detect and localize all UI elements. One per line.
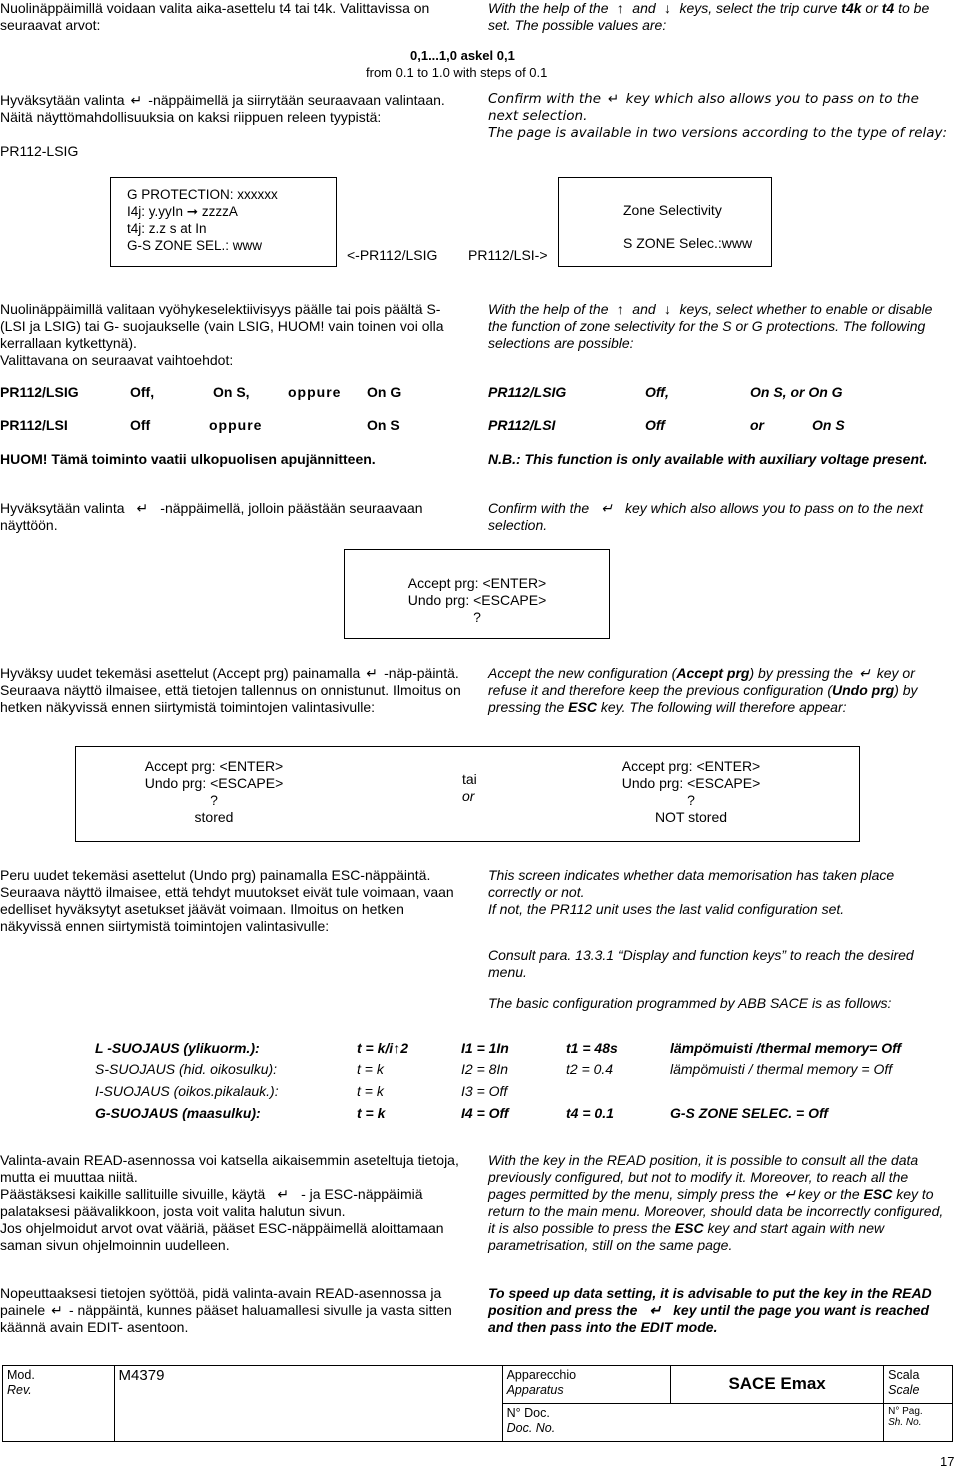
page-number: 17 xyxy=(940,1454,955,1469)
enter-key-icon: ↵ xyxy=(366,665,379,681)
zone-en-text: With the help of the ↑ and ↓ keys, select whether to enable or disable the function of zone selectivity for the S or G protections. The following selections are possible: xyxy=(488,301,933,351)
arrow-right-icon: ➞ xyxy=(186,204,199,219)
zone-confirm-fi: Hyväksytään valinta ↵ -näppäimellä, jolloin päästään seuraavaan näyttöön. xyxy=(0,500,423,533)
accept-fi-text: Hyväksy uudet tekemäsi asettelut (Accept prg) painamalla ↵ -näp-päintä. Seuraava näyttö ilmaisee, että tietojen tallennus on onnistunut. Ilmoitus on hetken näkyvissä ennen siirtymistä toimintojen valintasivulle: xyxy=(0,665,461,715)
note-en: N.B.: This function is only available with auxiliary voltage present. xyxy=(488,451,928,467)
nav-prev-page[interactable]: <-PR112/LSIG xyxy=(347,247,438,263)
undo-fi-text: Peru uudet tekemäsi asettelut (Undo prg) painamalla ESC-näppäintä. Seuraava näyttö ilmaisee, että tehdyt muutokset eivät tule voimaan, vaan edelliset hyväksytyt asetukset jäävät voimaan. Ilmoitus on hetken näkyvissä ennen siirtymistä toimintojen valintasivulle: xyxy=(0,867,454,934)
arrow-down-icon: ↓ xyxy=(664,0,672,16)
speed-en-text: To speed up data setting, it is advisable to put the key in the READ position and press the ↵ key until the page you want is reached and then pass into the EDIT mode. xyxy=(488,1285,932,1335)
read-fi-text: Valinta-avain READ-asennossa voi katsella aikaisemmin aseteltuja tietoja, mutta ei muuttaa niitä. Päästäksesi kaikille sallituille sivuille, käytä ↵ - ja ESC-näppäimiä palataksesi päävalikkoon, josta voit valita halutun sivun. Jos ohjelmoidut arvot ovat vääriä, pääset ESC-näppäimellä aloittamaan saman sivun ohjelmoinnin uudelleen. xyxy=(0,1152,459,1253)
enter-key-icon: ↵ xyxy=(858,665,871,681)
intro-en-text: With the help of the ↑ and ↓ keys, select the trip curve t4k or t4 to be set. The possible values are: xyxy=(488,0,930,33)
display-line: Accept prg: <ENTER> xyxy=(144,758,284,774)
display-line: Undo prg: <ESCAPE> xyxy=(144,775,284,791)
display-line: Undo prg: <ESCAPE> xyxy=(621,775,761,791)
enter-key-icon: ↵ xyxy=(51,1302,63,1318)
arrow-up-icon: ↑ xyxy=(616,0,624,16)
or-label: tai or xyxy=(462,771,477,804)
config-row: L -SUOJAUS (ylikuorm.): t = k/i↑2 I1 = 1In t1 = 48s lämpömuisti /thermal memory= Off xyxy=(95,1040,902,1056)
product-name: SACE Emax xyxy=(671,1366,884,1404)
stored-display xyxy=(76,758,352,826)
enter-key-icon: ↵ xyxy=(130,92,143,108)
display-line: t4j: z.z s at In xyxy=(127,221,207,236)
relay-type-label: PR112-LSIG xyxy=(0,143,79,159)
enter-key-icon: ↵ xyxy=(136,500,149,516)
display-line: G PROTECTION: xxxxxx xyxy=(127,187,278,202)
undo-en-text: This screen indicates whether data memorisation has taken place correctly or not. If not, the PR112 unit uses the last valid configuration set. Consult para. 13.3.1 “Display and function keys” to reach the desired menu. The basic configuration programmed by ABB SACE is as follows: xyxy=(488,867,914,1011)
display-line: Undo prg: <ESCAPE> xyxy=(407,592,547,608)
accept-display xyxy=(344,549,610,639)
display-lsig xyxy=(110,177,337,267)
display-line: S ZONE Selec.:www xyxy=(623,235,753,251)
enter-key-icon: ↵ xyxy=(784,1186,797,1202)
display-line: Accept prg: <ENTER> xyxy=(621,758,761,774)
nav-next-page[interactable]: PR112/LSI-> xyxy=(468,247,548,263)
config-row: S-SUOJAUS (hid. oikosulku): t = k I2 = 8In t2 = 0.4 lämpömuisti / thermal memory = Off xyxy=(95,1061,893,1077)
display-line: stored xyxy=(194,809,234,825)
display-line: ? xyxy=(473,609,481,625)
confirm-fi-text: Hyväksytään valinta ↵ -näppäimellä ja siirrytään seuraavaan valintaan. Näitä näyttömahdollisuuksia on kaksi riippuen releen tyypistä: xyxy=(0,92,445,125)
doc-code: M4379 xyxy=(114,1366,502,1442)
display-lsi xyxy=(558,177,772,267)
enter-key-icon: ↵ xyxy=(607,91,619,107)
arrow-up-icon: ↑ xyxy=(616,301,624,317)
display-line: I4j: y.yyIn ➞ zzzzA xyxy=(127,204,238,219)
esc-key-label: ESC xyxy=(674,1220,704,1236)
display-line: Zone Selectivity xyxy=(623,202,722,218)
accept-en-text: Accept the new configuration (Accept prg) by pressing the ↵ key or refuse it and therefore keep the previous configuration (Undo prg) by pressing the ESC key. The following will therefore appear: xyxy=(488,665,918,715)
config-row: I-SUOJAUS (oikos.pikalauk.): t = k I3 = Off xyxy=(95,1083,508,1099)
not-stored-display xyxy=(566,758,816,826)
display-line: ? xyxy=(210,792,218,808)
scale-cell: Scala Scale xyxy=(884,1366,953,1404)
enter-key-icon: ↵ xyxy=(277,1186,290,1202)
note-fi: HUOM! Tämä toiminto vaatii ulkopuolisen apujännitteen. xyxy=(0,451,376,467)
arrow-down-icon: ↓ xyxy=(664,301,672,317)
intro-fi-text: Nuolinäppäimillä voidaan valita aika-asettelu t4 tai t4k. Valittavissa on seuraavat arvot: xyxy=(0,0,430,33)
arrow-up-icon: ↑ xyxy=(393,1040,401,1056)
display-line: G-S ZONE SEL.: www xyxy=(127,238,263,253)
read-en-text: With the key in the READ position, it is possible to consult all the data previously configured, but not to modify it. Moreover, to reach all the pages permitted by the menu, simply press the ↵ key or the ESC key to return to the main menu. Moreover, should data be incorrectly configured, it is also possible to press the ESC key and start again with new parametrisation, still on the same page. xyxy=(488,1152,944,1253)
speed-fi-text: Nopeuttaaksesi tietojen syöttöä, pidä valinta-avain READ-asennossa ja painele ↵ - näppäintä, kunnes pääset haluamallesi sivulle ja vasta sitten käännä avain EDIT- asentoon. xyxy=(0,1285,452,1335)
enter-key-icon: ↵ xyxy=(601,500,613,516)
versions-note: The page is available in two versions according to the type of relay: xyxy=(488,125,948,141)
display-line: Accept prg: <ENTER> xyxy=(407,575,547,591)
range-en: from 0.1 to 1.0 with steps of 0.1 xyxy=(366,65,548,80)
apparatus-label-cell: Apparecchio Apparatus xyxy=(502,1366,670,1404)
default-config-table xyxy=(95,1040,955,1127)
sheet-number-cell: N° Pag. Sh. No. xyxy=(884,1404,953,1442)
display-line: NOT stored xyxy=(654,809,728,825)
footer-table xyxy=(2,1365,953,1442)
confirm-en-text: Confirm with the ↵ key which also allows you to pass on to the next selection. The page is available in two versions according to the type of relay: xyxy=(488,91,948,141)
zone-confirm-en: Confirm with the ↵ key which also allows you to pass on to the next selection. xyxy=(488,500,923,533)
display-line: ? xyxy=(687,792,695,808)
range-fi: 0,1...1,0 askel 0,1 xyxy=(410,48,515,63)
zone-fi-text: Nuolinäppäimillä valitaan vyöhykeselektiivisyys päälle tai pois päältä S- (LSI ja LSIG) tai G- suojaukselle (vain LSIG, HUOM! vain toinen voi olla kerrallaan kytkettynä). Valittavana on seuraavat vaihtoehdot: xyxy=(0,301,444,368)
enter-key-icon: ↵ xyxy=(649,1302,662,1318)
doc-number-cell: N° Doc. Doc. No. xyxy=(502,1404,884,1442)
stored-display-frame xyxy=(75,746,860,842)
config-row: G-SUOJAUS (maasulku): t = k I4 = Off t4 = 0.1 G-S ZONE SELEC. = Off xyxy=(95,1105,829,1121)
mod-cell: Mod. Rev. xyxy=(3,1366,115,1442)
